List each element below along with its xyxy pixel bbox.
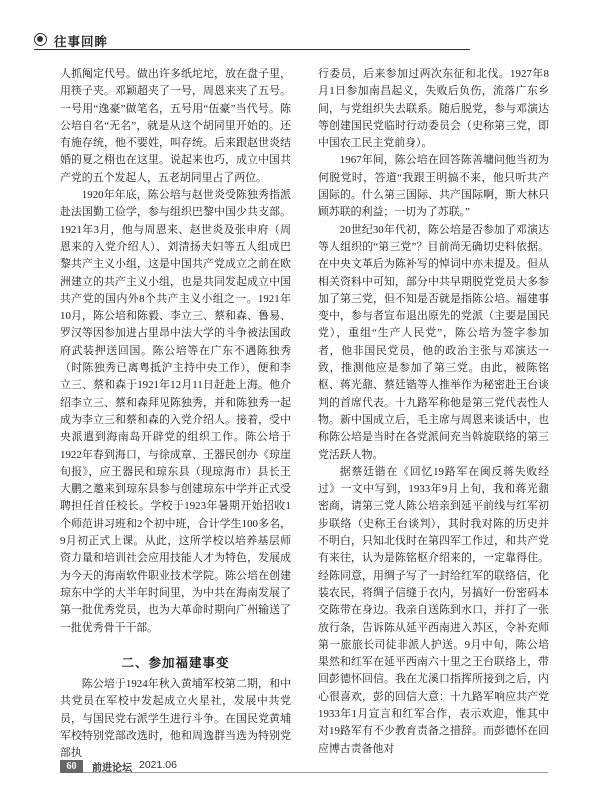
paragraph: 据蔡廷锴在《回忆19路军在闽反蒋失败经过》一文中写到，1933年9月上旬，我和蒋光鼐密商，请第三党人陈公培亲到延平前线与红军初步联络（史称王台谈判），其时我对陈的历史并不明白，只知北伐时在第四军工作过，和共产党有来往，认为是陈铭枢介绍来的，一定靠得住。经陈同意，用绸子写了一封给红军的联络信，化装农民，将绸子信缝于衣内，另搞好一份密码本交陈带在身边。我亲自送陈到水口，并打了一张放行条，告诉陈从延平西南进入苏区，令补充师第一旅旅长司徒非派人护送。9月中旬，陈公培果然和红军在延平西南六十里之王台联络上，带回彭德怀回信。我在尤溪口指挥所接到之后，内心很喜欢，彭的回信大意：十九路军响应共产党1933年1月宣言和红军合作，表示欢迎，惟其中对19路军有不少教育责备之措辞。而彭德怀在回应博古责备他对 — [318, 465, 549, 755]
magazine-name: 前进论坛 — [92, 763, 132, 774]
running-header — [34, 33, 470, 50]
footer-rule — [60, 772, 548, 773]
paragraph: 人抓阄定代号。做出许多纸坨坨，放在盘子里，用筷子夹。邓颖超夹了一号，周恩来夹了五号。一号用“逸豪”做笔名，五号用“伍豪”当代号。陈公培自名“无名”，就是从这个胡同里开始的。还有施存统，他不要姓，叫存统。后来跟赵世炎结婚的夏之栩也在这里。说起来也巧，成立中国共产党的五个发起人，五老胡同里占了两位。 — [60, 68, 291, 184]
page-number: 60 — [60, 760, 83, 773]
section-heading: 二、参加福建事变 — [121, 654, 230, 670]
paragraph: 20世纪30年代初，陈公培是否参加了邓演达等人组织的“第三党”？目前尚无确切史料依据。在中央文革后为陈补写的悼词中亦未提及。但从相关资料中可知，部分中共早期脱党党员大多参加了第三党，但不知是否就是指陈公培。福建事变中，参与者宣布退出原先的党派（主要是国民党），重组“生产人民党”，陈公培为签字参加者，他非国民党员，他的政治主张与邓演达一致，推测他应是参加了第三党。由此，被陈铭枢、蒋光鼐、蔡廷锴等人推举作为秘密赴王台谈判的首席代表。十九路军称他是第三党代表性人物。新中国成立后，毛主席与周恩来谈话中，也称陈公培是当时在各党派间充当斡旋联络的第三党活跃人物。 — [318, 223, 549, 461]
paragraph: 1967年间，陈公培在回答陈善墉问他当初为何脱党时，答道“我跟王明搞不来，他只听共产国际的。什么第三国际、共产国际啊，斯大林只顾苏联的利益；一切为了苏联。” — [318, 154, 549, 219]
circle-arrow-icon — [34, 33, 47, 46]
paragraph: 行委员，后来参加过两次东征和北伐。1927年8月1日参加南昌起义，失败后负伤，流落广东乡间，与党组织失去联系。随后脱党，参与邓演达等创建国民党临时行动委员会（史称第三党，即中国农工民主党前身）。 — [318, 68, 549, 150]
right-column — [318, 66, 549, 758]
paragraph: 1920年年底，陈公培与赵世炎受陈独秀指派赴法国勤工俭学，参与组织巴黎中国少共支部。1921年3月，他与周恩来、赵世炎及张申府（周恩来的入党介绍人）、刘清扬夫妇等五人组成巴黎共产主义小组，这是中国共产党成立之前在欧洲建立的共产主义小组，也是共同发起成立中国共产党的国内外8个共产主义小组之一。1921年10月，陈公培和陈毅、李立三、蔡和森、鲁易、罗汉等因参加进占里昂中法大学的斗争被法国政府武装押送回国。陈公培等在广东不遇陈独秀（时陈独秀已离粤抵沪主持中央工作），便和李立三、蔡和森于1921年12月11日赶赴上海。他介绍李立三、蔡和森拜见陈独秀，并和陈独秀一起成为李立三和蔡和森的入党介绍人。接着，受中央派遣到海南岛开辟党的组织工作。陈公培于1922年春到海口，与徐成章、王器民创办《琼崖旬报》，应王器民和琼东县（现琼海市）县长王大鹏之邀来到琼东县参与创建琼东中学并正式受聘担任首任校长。学校于1923年暑期开始招收1个师范讲习班和2个初中班，合计学生100多名，9月初正式上课。从此，这所学校以培养基层师资力量和培训社会应用技能人才为特色，发展成为今天的海南软件职业技术学院。陈公培在创建琼东中学的大半年时间里，为中共在海南发展了第一批优秀党员，也为大革命时期向广州输送了一批优秀骨干干部。 — [60, 189, 291, 634]
left-column — [60, 66, 291, 763]
section-title: 往事回眸 — [54, 34, 109, 49]
paragraph: 陈公培于1924年秋入黄埔军校第二期，和中共党员在军校中发起成立火星社，发展中共党员，与国民党右派学生进行斗争。在国民党黄埔军校特别党部改选时，他和周逸群当选为特别党部执 — [60, 678, 291, 760]
issue-date: 2021.06 — [139, 759, 177, 771]
